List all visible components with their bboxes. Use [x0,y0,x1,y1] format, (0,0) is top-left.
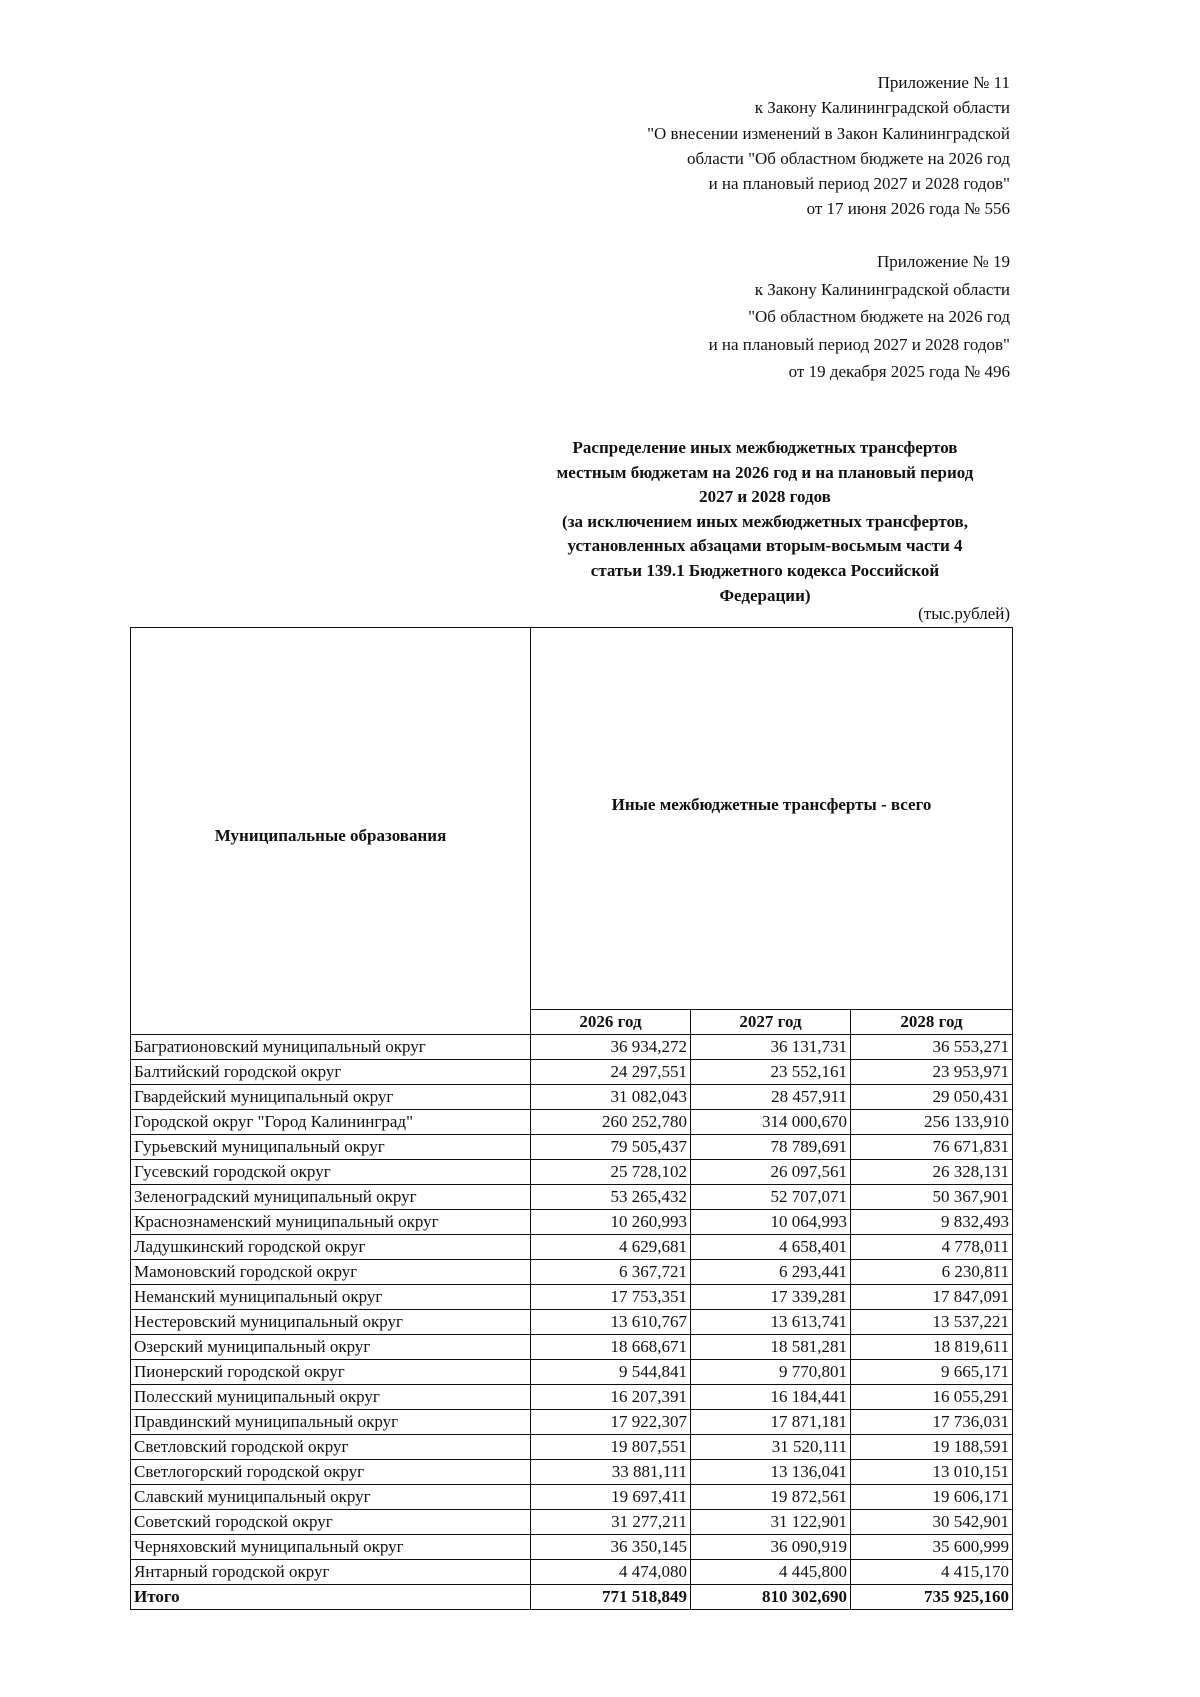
table-row [131,1460,1013,1485]
value-2028: 19 606,171 [851,1485,1013,1510]
value-2028: 4 415,170 [851,1560,1013,1585]
value-2026: 33 881,111 [531,1460,691,1485]
value-2026: 260 252,780 [531,1110,691,1135]
header-line: Приложение № 11 [877,73,1010,92]
units-label: (тыс.рублей) [918,604,1010,623]
table-row [131,1410,1013,1435]
value-2026: 36 350,145 [531,1535,691,1560]
value-2027: 810 302,690 [691,1585,851,1610]
value-2027: 26 097,561 [691,1160,851,1185]
value-2027: 36 131,731 [691,1035,851,1060]
value-2028: 9 665,171 [851,1360,1013,1385]
value-2026: 771 518,849 [531,1585,691,1610]
header-line: "Об областном бюджете на 2026 год [748,307,1010,326]
municipality-name: Гурьевский муниципальный округ [131,1135,531,1160]
value-2028: 256 133,910 [851,1110,1013,1135]
value-2026: 18 668,671 [531,1335,691,1360]
value-2027: 16 184,441 [691,1385,851,1410]
value-2028: 6 230,811 [851,1260,1013,1285]
title-line: Федерации) [719,585,811,605]
municipality-name: Янтарный городской округ [131,1560,531,1585]
value-2028: 17 847,091 [851,1285,1013,1310]
title-line: (за исключением иных межбюджетных трансфертов, [562,511,968,531]
value-2028: 23 953,971 [851,1060,1013,1085]
value-2026: 24 297,551 [531,1060,691,1085]
municipality-name: Нестеровский муниципальный округ [131,1310,531,1335]
table-row [131,1210,1013,1235]
header-line: области "Об областном бюджете на 2026 год [687,148,1010,168]
value-2026: 10 260,993 [531,1210,691,1235]
table-body [131,1035,1013,1610]
table-row [131,1510,1013,1535]
value-2028: 36 553,271 [851,1035,1013,1060]
year-header-2027: 2027 год [691,1010,851,1035]
value-2026: 6 367,721 [531,1260,691,1285]
table-row [131,1535,1013,1560]
table-row [131,1335,1013,1360]
value-2028: 19 188,591 [851,1435,1013,1460]
municipality-name: Черняховский муниципальный округ [131,1535,531,1560]
table-row [131,1360,1013,1385]
appendix-19-header [709,248,1010,386]
municipality-name: Краснознаменский муниципальный округ [131,1210,531,1235]
value-2027: 17 339,281 [691,1285,851,1310]
value-2027: 28 457,911 [691,1085,851,1110]
header-line: и на плановый период 2027 и 2028 годов" [708,334,1010,354]
value-2026: 4 474,080 [531,1560,691,1585]
municipality-name: Мамоновский городской округ [131,1260,531,1285]
title-line: 2027 и 2028 годов [699,487,831,507]
value-2027: 19 872,561 [691,1485,851,1510]
value-2026: 17 753,351 [531,1285,691,1310]
value-2027: 31 520,111 [691,1435,851,1460]
value-2027: 314 000,670 [691,1110,851,1135]
table-row [131,1235,1013,1260]
title-line: Распределение иных межбюджетных трансфертов [572,438,958,457]
value-2028: 4 778,011 [851,1235,1013,1260]
municipality-name: Славский муниципальный округ [131,1485,531,1510]
municipality-name: Зеленоградский муниципальный округ [131,1185,531,1210]
value-2026: 9 544,841 [531,1360,691,1385]
municipality-name: Городской округ "Город Калининград" [131,1110,531,1135]
header-line: к Закону Калининградской области [754,279,1010,299]
municipality-name: Багратионовский муниципальный округ [131,1035,531,1060]
table-row [131,1160,1013,1185]
table-row [131,1260,1013,1285]
value-2026: 16 207,391 [531,1385,691,1410]
transfers-table [130,627,1013,1610]
header-line: "О внесении изменений в Закон Калининградской [647,123,1010,143]
value-2028: 18 819,611 [851,1335,1013,1360]
table-row [131,1285,1013,1310]
table-row [131,1435,1013,1460]
municipality-name: Неманский муниципальный округ [131,1285,531,1310]
value-2026: 36 934,272 [531,1035,691,1060]
municipality-name: Ладушкинский городской округ [131,1235,531,1260]
value-2027: 4 445,800 [691,1560,851,1585]
table-row [131,1310,1013,1335]
value-2028: 13 537,221 [851,1310,1013,1335]
municipality-name: Полесский муниципальный округ [131,1385,531,1410]
value-2026: 79 505,437 [531,1135,691,1160]
value-2027: 36 090,919 [691,1535,851,1560]
value-2027: 31 122,901 [691,1510,851,1535]
municipality-name: Гусевский городской округ [131,1160,531,1185]
value-2027: 4 658,401 [691,1235,851,1260]
value-2028: 17 736,031 [851,1410,1013,1435]
value-2027: 78 789,691 [691,1135,851,1160]
total-label: Итого [131,1585,531,1610]
value-2027: 52 707,071 [691,1185,851,1210]
value-2027: 23 552,161 [691,1060,851,1085]
value-2028: 26 328,131 [851,1160,1013,1185]
value-2026: 53 265,432 [531,1185,691,1210]
value-2027: 18 581,281 [691,1335,851,1360]
title-line: местным бюджетам на 2026 год и на плановый период [556,462,974,482]
year-header-2028: 2028 год [851,1010,1013,1035]
table-row [131,1385,1013,1410]
title-line: установленных абзацами вторым-восьмым части 4 [567,536,963,556]
column-header-municipalities: Муниципальные образования [131,628,531,1035]
header-line: от 19 декабря 2025 года № 496 [788,362,1010,381]
value-2027: 10 064,993 [691,1210,851,1235]
document-title [495,436,1035,608]
value-2026: 19 807,551 [531,1435,691,1460]
value-2028: 30 542,901 [851,1510,1013,1535]
municipality-name: Светлогорский городской округ [131,1460,531,1485]
value-2028: 16 055,291 [851,1385,1013,1410]
table-row [131,1560,1013,1585]
table-row [131,1185,1013,1210]
municipality-name: Балтийский городской округ [131,1060,531,1085]
value-2027: 13 613,741 [691,1310,851,1335]
table-row [131,1060,1013,1085]
value-2028: 76 671,831 [851,1135,1013,1160]
value-2026: 31 082,043 [531,1085,691,1110]
value-2028: 13 010,151 [851,1460,1013,1485]
header-line: и на плановый период 2027 и 2028 годов" [708,174,1010,194]
value-2026: 13 610,767 [531,1310,691,1335]
municipality-name: Озерский муниципальный округ [131,1335,531,1360]
municipality-name: Светловский городской округ [131,1435,531,1460]
table-row [131,1110,1013,1135]
value-2027: 9 770,801 [691,1360,851,1385]
header-line: от 17 июня 2026 года № 556 [806,199,1010,219]
municipality-name: Советский городской округ [131,1510,531,1535]
header-line: к Закону Калининградской области [754,98,1010,118]
table-total-row [131,1585,1013,1610]
value-2026: 31 277,211 [531,1510,691,1535]
value-2027: 17 871,181 [691,1410,851,1435]
year-header-2026: 2026 год [531,1010,691,1035]
value-2028: 50 367,901 [851,1185,1013,1210]
value-2028: 9 832,493 [851,1210,1013,1235]
title-line: статьи 139.1 Бюджетного кодекса Российской [590,560,940,580]
value-2028: 735 925,160 [851,1585,1013,1610]
table-row [131,1485,1013,1510]
header-line: Приложение № 19 [877,252,1010,271]
column-header-transfers-total: Иные межбюджетные трансферты - всего [531,628,1013,1010]
value-2027: 6 293,441 [691,1260,851,1285]
table-row [131,1035,1013,1060]
value-2026: 25 728,102 [531,1160,691,1185]
value-2027: 13 136,041 [691,1460,851,1485]
table-row [131,1085,1013,1110]
table-row [131,1135,1013,1160]
value-2026: 17 922,307 [531,1410,691,1435]
value-2028: 35 600,999 [851,1535,1013,1560]
municipality-name: Пионерский городской округ [131,1360,531,1385]
value-2028: 29 050,431 [851,1085,1013,1110]
value-2026: 4 629,681 [531,1235,691,1260]
municipality-name: Гвардейский муниципальный округ [131,1085,531,1110]
appendix-11-header [647,70,1010,222]
municipality-name: Правдинский муниципальный округ [131,1410,531,1435]
value-2026: 19 697,411 [531,1485,691,1510]
